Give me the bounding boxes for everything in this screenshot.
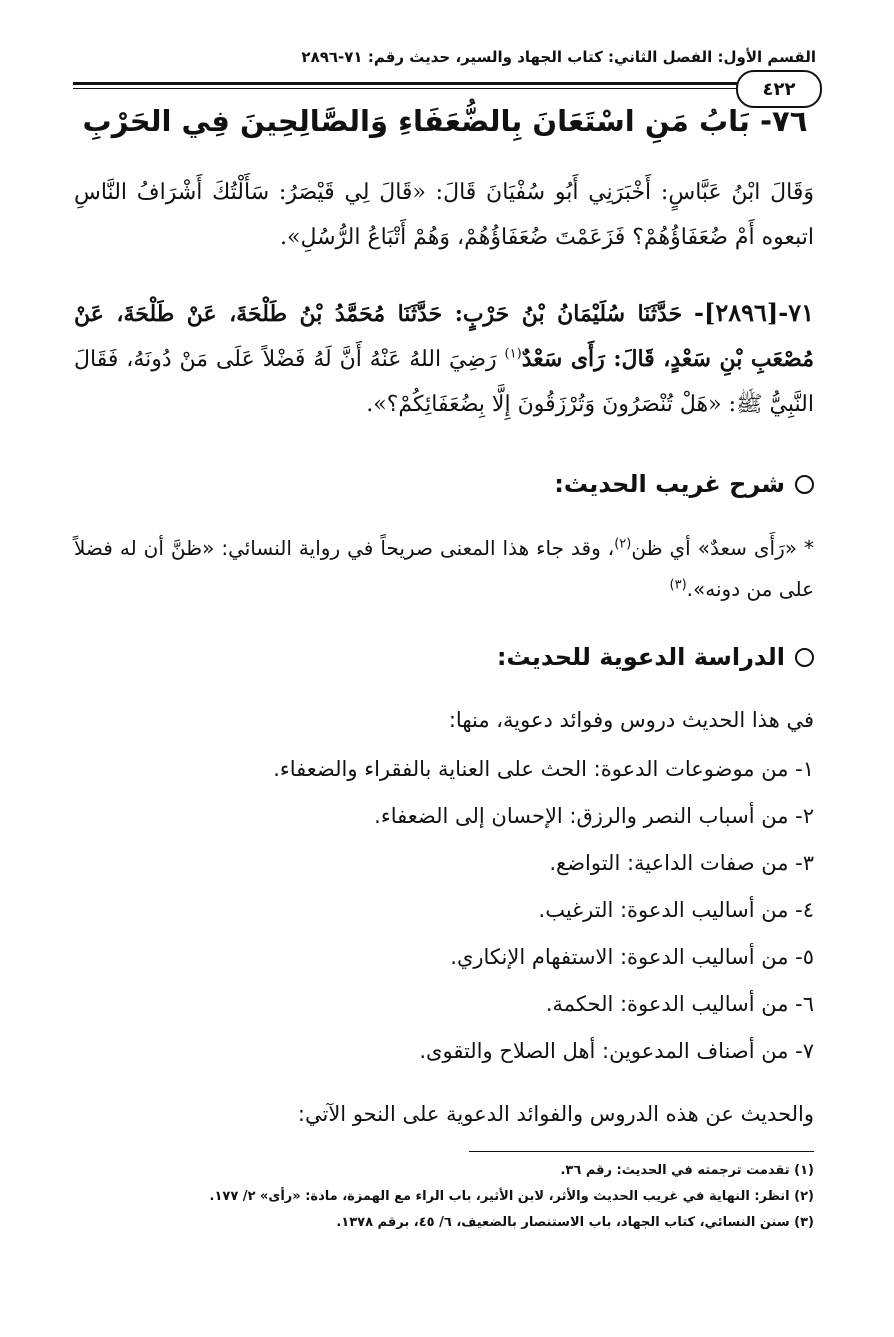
section-heading-text: الدراسة الدعوية للحديث: (496, 643, 785, 671)
list-item: ٥- من أساليب الدعوة: الاستفهام الإنكاري. (450, 945, 814, 969)
circle-bullet-icon (795, 475, 814, 494)
gharib-text-1: * «رَأَى سعدٌ» أي ظن (631, 536, 815, 560)
footnote: (٣) سنن النسائي، كتاب الجهاد، باب الاستنصار بالضعيف، ٦/ ٤٥، برقم ١٣٧٨. (336, 1215, 814, 1230)
hadith-number: ٧١-[٢٨٩٦]- (694, 298, 814, 327)
header-rule-thin (73, 88, 741, 89)
footnote: (٢) انظر: النهاية في غريب الحديث والأثر، لابن الأثير، باب الراء مع الهمزة، مادة: «رأى» ٢/ ١٧٧. (209, 1189, 814, 1204)
intro-paragraph: وَقَالَ ابْنُ عَبَّاسٍ: أَخْبَرَنِي أَبُو سُفْيَانَ قَالَ: «قَالَ لِي قَيْصَرُ: سَأَلْتُكَ أَشْرَافُ النَّاسِ اتبعوه أَمْ ضُعَفَاؤُهُمْ؟ فَزَعَمْتَ ضُعَفَاؤُهُمْ، وَهُمْ أَتْبَاعُ الرُّسُلِ». (74, 180, 814, 250)
hadith-paragraph (74, 290, 814, 427)
section-heading-gharib (74, 470, 814, 498)
gharib-paragraph (74, 528, 814, 610)
lessons-list (74, 746, 814, 1075)
footnote: (١) تقدمت ترجمته في الحديث: رقم ٣٦. (560, 1163, 814, 1178)
running-header: القسم الأول: الفصل الثاني: كتاب الجهاد والسير، حديث رقم: ٧١-٢٨٩٦ (301, 48, 816, 66)
list-item: ٤- من أساليب الدعوة: الترغيب. (538, 898, 814, 922)
section-heading-text: شرح غريب الحديث: (554, 470, 785, 498)
lessons-intro: في هذا الحديث دروس وفوائد دعوية، منها: (448, 708, 814, 732)
footnote-ref-2[interactable]: (٢) (614, 536, 632, 552)
page-number-badge (736, 70, 822, 108)
closing-line: والحديث عن هذه الدروس والفوائد الدعوية على النحو الآتي: (297, 1102, 814, 1126)
footnote-ref-1[interactable]: (١) (504, 346, 522, 362)
footnotes-list (74, 1158, 814, 1236)
page-number: ٤٢٢ (762, 78, 796, 100)
list-item: ١- من موضوعات الدعوة: الحث على العناية بالفقراء والضعفاء. (273, 757, 814, 781)
section-heading-dawah (74, 643, 814, 671)
hadith-text: رَضِيَ اللهُ عَنْهُ أَنَّ لَهُ فَضْلاً عَلَى مَنْ دُونَهُ، فَقَالَ النَّبِيُّ ﷺ: «هَلْ تُنْصَرُونَ وَتُرْزَقُونَ إِلَّا بِضُعَفَائِكُمْ؟». (74, 347, 814, 417)
list-item: ٣- من صفات الداعية: التواضع. (549, 851, 814, 875)
list-item: ٢- من أسباب النصر والرزق: الإحسان إلى الضعفاء. (374, 804, 814, 828)
header-rule (73, 82, 741, 85)
hadith-chain: حَدَّثَنَا سُلَيْمَانُ بْنُ حَرْبٍ: حَدَّثَنَا مُحَمَّدُ بْنُ طَلْحَةَ، عَنْ طَلْحَةَ، عَنْ مُصْعَبِ بْنِ سَعْدٍ، قَالَ: رَأَى سَعْدٌ (74, 301, 814, 372)
circle-bullet-icon (795, 648, 814, 667)
list-item: ٧- من أصناف المدعوين: أهل الصلاح والتقوى. (419, 1039, 814, 1063)
gharib-text-2: ، وقد جاء هذا المعنى صريحاً في رواية النسائي: «ظنَّ أن له فضلاً على من دونه». (74, 536, 814, 601)
chapter-title: ٧٦- بَابُ مَنِ اسْتَعَانَ بِالضُّعَفَاءِ وَالصَّالِحِينَ فِي الحَرْبِ (82, 104, 808, 138)
list-item: ٦- من أساليب الدعوة: الحكمة. (545, 992, 814, 1016)
footnote-ref-3[interactable]: (٣) (669, 577, 687, 593)
footnote-separator (469, 1151, 814, 1152)
